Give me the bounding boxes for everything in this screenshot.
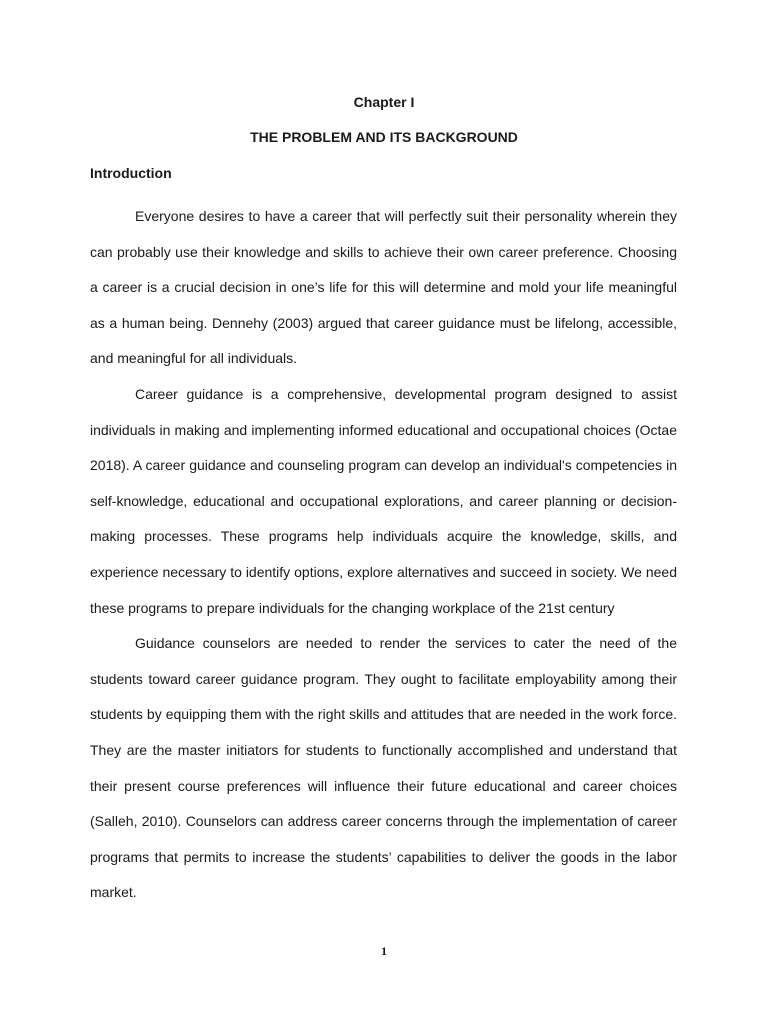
chapter-title: THE PROBLEM AND ITS BACKGROUND xyxy=(250,129,518,145)
page-number: 1 xyxy=(381,944,387,958)
body-text xyxy=(90,199,677,911)
paragraph-3: Guidance counselors are needed to render the services to cater the need of the students toward career guidance program. They ought to facilitate employability among their students by equipping them with the right skills and attitudes that are needed in the work force. They are the master initiators for students to functionally accomplished and understand that their present course preferences will influence their future educational and career choices (Salleh, 2010). Counselors can address career concerns through the implementation of career programs that permits to increase the students’ capabilities to deliver the goods in the labor market. xyxy=(90,635,677,901)
paragraph-2: Career guidance is a comprehensive, developmental program designed to assist individuals in making and implementing informed educational and occupational choices (Octae 2018). A career guidance and counseling program can develop an individual's competencies in self-knowledge, educational and occupational explorations, and career planning or decision-making processes. These programs help individuals acquire the knowledge, skills, and experience necessary to identify options, explore alternatives and succeed in society. We need these programs to prepare individuals for the changing workplace of the 21st century xyxy=(90,385,677,616)
chapter-label: Chapter I xyxy=(353,94,415,110)
section-heading: Introduction xyxy=(90,165,172,181)
paragraph-1: Everyone desires to have a career that will perfectly suit their personality wherein they can probably use their knowledge and skills to achieve their own career preference. Choosing a career is a crucial decision in one’s life for this will determine and mold your life meaningful as a human being. Dennehy (2003) argued that career guidance must be lifelong, accessible, and meaningful for all individuals. xyxy=(90,208,677,367)
